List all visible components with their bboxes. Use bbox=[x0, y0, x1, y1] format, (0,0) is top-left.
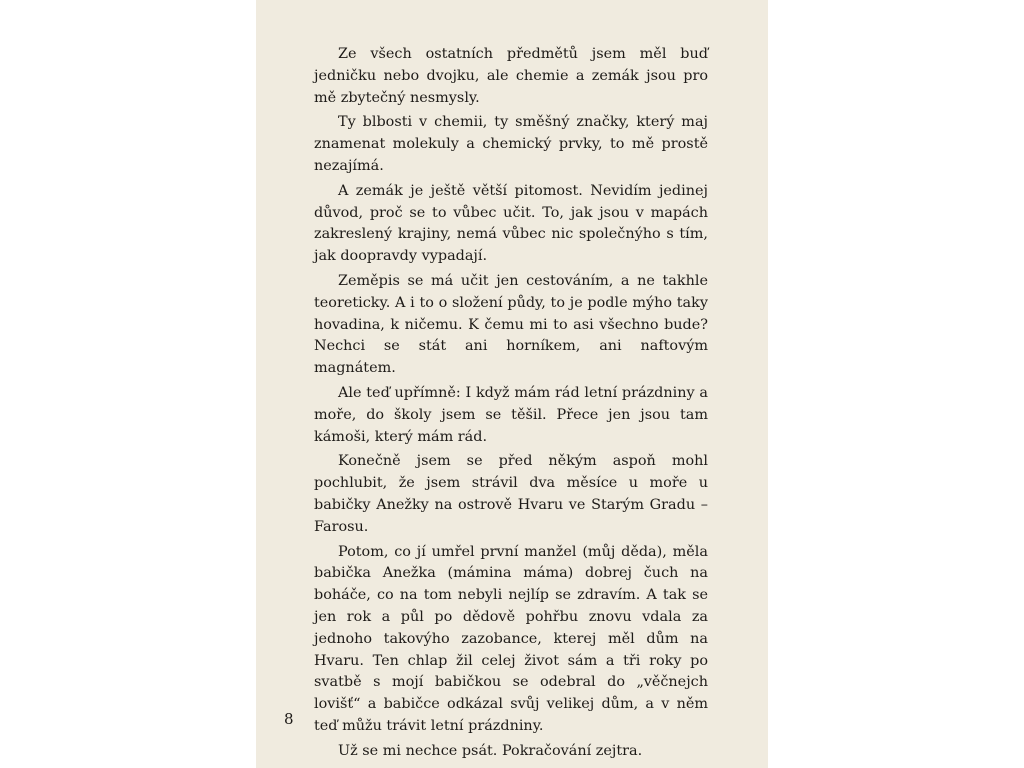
page-number: 8 bbox=[284, 710, 294, 728]
body-text bbox=[314, 44, 708, 766]
paragraph-3: A zemák je ještě větší pitomost. Nevidím jedinej důvod, proč se to vůbec učit. To, jak jsou v mapách zakreslený krajiny, nemá vůbec nic společnýho s tím, jak doopravdy vypadají. bbox=[314, 182, 708, 265]
paragraph-8: Už se mi nechce psát. Pokračování zejtra. bbox=[338, 742, 643, 759]
paragraph-5: Ale teď upřímně: I když mám rád letní prázdniny a moře, do školy jsem se těšil. Přece jen jsou tam kámoši, který mám rád. bbox=[314, 384, 708, 445]
paragraph-1: Ze všech ostatních předmětů jsem měl buď jedničku nebo dvojku, ale chemie a zemák jsou pro mě zbytečný nesmysly. bbox=[314, 46, 708, 106]
paragraph-4: Zeměpis se má učit jen cestováním, a ne takhle teoreticky. A i to o složení půdy, to je podle mýho taky hovadina, k ničemu. K čemu mi to asi všechno bude? Nechci se stát ani horníkem, ani naftovým magnátem. bbox=[314, 272, 708, 377]
paragraph-7: Potom, co jí umřel první manžel (můj děda), měla babička Anežka (mámina máma) dobrej čuch na boháče, co na tom nebyli nejlíp se zdravím. A tak se jen rok a půl po dědově pohřbu znovu vdala za jednoho takovýho zazobance, kterej měl dům na Hvaru. Ten chlap žil celej život sám a tři roky po svatbě s mojí babičkou se odebral do „věčnejch lovišť“ a babičce odkázal svůj velikej dům, a v něm teď můžu trávit letní prázdniny. bbox=[314, 543, 708, 734]
book-page bbox=[256, 0, 768, 768]
paragraph-6: Konečně jsem se před někým aspoň mohl pochlubit, že jsem strávil dva měsíce u moře u babičky Anežky na ostrově Hvaru ve Starým Gradu – Farosu. bbox=[314, 453, 708, 535]
paragraph-2: Ty blbosti v chemii, ty směšný značky, který maj znamenat molekuly a chemický prvky, to mě prostě nezajímá. bbox=[314, 114, 708, 174]
